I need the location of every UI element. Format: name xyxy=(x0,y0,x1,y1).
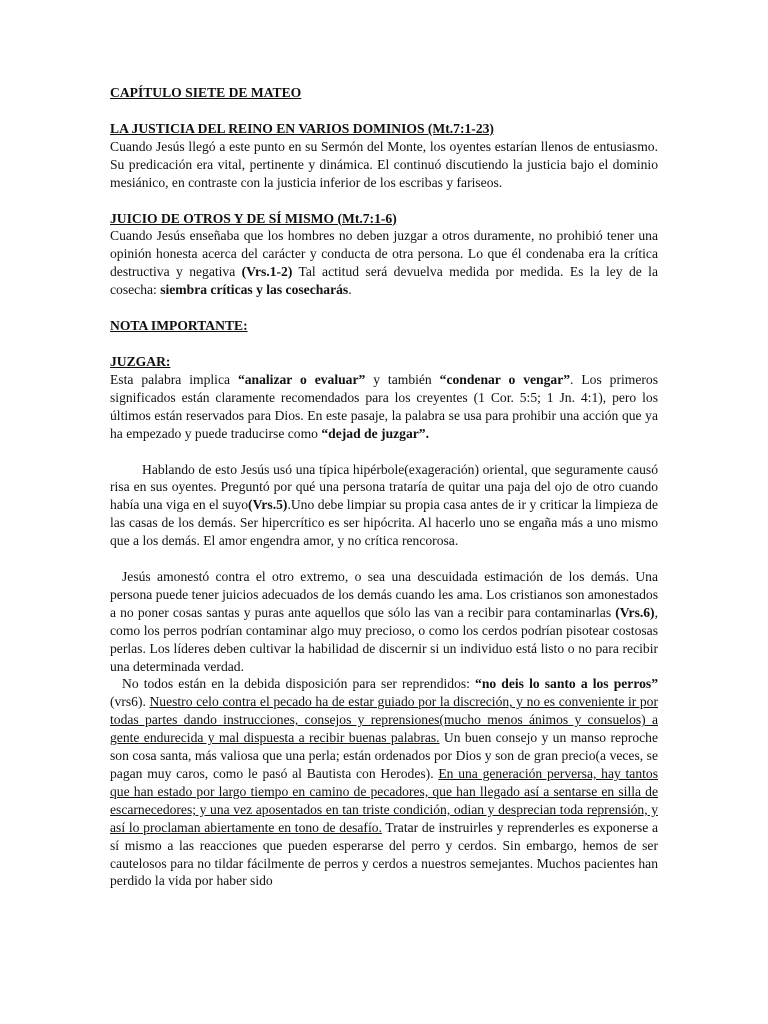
section1-body: Cuando Jesús llegó a este punto en su Sermón del Monte, los oyentes estarían llenos de entusiasmo. Su predicación era vital, pertinente y dinámica. El continuó discutiendo la justicia bajo el dominio mesiánico, en contraste con la justicia inferior de los escribas y fariseos. xyxy=(110,138,658,190)
section2-text-b: Tal actitud será devuelva medida por medida. Es la ley de la cosecha: xyxy=(110,264,658,298)
juzgar-text-1: Esta palabra implica xyxy=(110,371,238,387)
hyperbole-paragraph xyxy=(110,461,658,551)
section2-heading: JUICIO DE OTROS Y DE SÍ MISMO (Mt.7:1-6) xyxy=(110,210,397,226)
reprension-text-d: Tratar de instruirles y reprenderles es exponerse a sí mismo a las reacciones que pueden esperarse del perro y cerdos. Sin embargo, hemos de ser cautelosos para no tildar fácilmente de perros y cerdos a nuestros semejantes. Muchos pacientes han perdido la vida por haber sido xyxy=(110,819,658,889)
hyperbole-reference: (Vrs.5) xyxy=(248,497,288,513)
reprension-quote: “no deis lo santo a los perros” xyxy=(475,676,658,692)
extremo-paragraph xyxy=(110,568,658,675)
section2-reference: (Vrs.1-2) xyxy=(241,264,293,280)
reprension-paragraph xyxy=(110,675,658,890)
reprension-text-b: (vrs6). xyxy=(110,694,150,710)
reprension-underlined-1: Nuestro celo contra el pecado ha de estar guiado por la discreción, y no es conveniente ir por todas partes dando instrucciones, consejos y reprensiones(mucho menos ánimos y consuelos) a gente endurecida y mal dispuesta a recibir buenas palabras. xyxy=(110,694,658,746)
section2-text-a: Cuando Jesús enseñaba que los hombres no deben juzgar a otros duramente, no prohibió tener una opinión honesta acerca del carácter y conducta de otra persona. Lo que él condenaba era la crítica destructiva y negativa xyxy=(110,228,658,280)
reprension-underlined-2: En una generación perversa, hay tantos que han estado por largo tiempo en camino de pecadores, que han llegado así a sentarse en silla de escarnecedores; y una vez aposentados en tan triste condición, odian y desprecian toda reprensión, y así lo proclaman abiertamente en tono de desafío. xyxy=(110,766,659,835)
juzgar-text-3: . Los primeros significados están claramente recomendados para los creyentes (1 Cor. 5:5; 1 Jn. 4:1), pero los últimos están reservados para Dios. En este pasaje, la palabra se usa para prohibir una acción que ya ha empezado y puede traducirse como xyxy=(110,371,658,441)
juzgar-bold-3: “dejad de juzgar”. xyxy=(321,425,429,441)
section2-emphasis: siembra críticas y las cosecharás xyxy=(160,282,349,298)
reprension-text-a: No todos están en la debida disposición para ser reprendidos: xyxy=(122,676,476,692)
hyperbole-text-b: .Uno debe limpiar su propia casa antes de ir y criticar la limpieza de las casas de los demás. Ser hipercrítico es ser hipócrita. Al hacerlo uno se engaña más a uno mismo que a los demás. El amor engendra amor, y no crítica rencorosa. xyxy=(110,497,658,549)
juzgar-bold-2: “condenar o vengar” xyxy=(439,371,571,387)
juzgar-text-2: y también xyxy=(365,371,440,387)
juzgar-heading: JUZGAR: xyxy=(110,353,171,369)
section2-body xyxy=(110,227,658,299)
extremo-text-a: Jesús amonestó contra el otro extremo, o sea una descuidada estimación de los demás. Una persona puede tener juicios adecuados de los demás cuando les ama. Los cristianos son amonestados a no poner cosas santas y puras ante aquellos que sólo las van a recibir para contaminarlas xyxy=(110,569,658,620)
juzgar-bold-1: “analizar o evaluar” xyxy=(237,371,366,387)
juzgar-definition xyxy=(110,371,658,443)
extremo-text-b: , como los perros podrían contaminar algo muy precioso, o como los cerdos podrían pisotear costosas perlas. Los líderes deben cultivar la habilidad de discernir si un individuo está listo o no para recibir una determinada verdad. xyxy=(110,604,658,674)
section2-text-end: . xyxy=(348,282,352,298)
extremo-reference: (Vrs.6) xyxy=(615,604,655,620)
section1-heading: LA JUSTICIA DEL REINO EN VARIOS DOMINIOS (Mt.7:1-23) xyxy=(110,120,494,136)
chapter-title: CAPÍTULO SIETE DE MATEO xyxy=(110,85,302,100)
document-page xyxy=(110,84,658,890)
nota-heading: NOTA IMPORTANTE: xyxy=(110,318,248,334)
reprension-text-c: Un buen consejo y un manso reproche son cosa santa, más valiosa que una perla; están ordenados por Dios y son de gran precio(a veces, se pagan muy caros, como le pasó al Bautista con Herodes). xyxy=(110,730,658,781)
hyperbole-text-a: Hablando de esto Jesús usó una típica hipérbole(exageración) oriental, que seguramente causó risa en sus oyentes. Preguntó por qué una persona trataría de quitar una paja del ojo de otro cuando había una viga en el suyo xyxy=(110,461,658,513)
